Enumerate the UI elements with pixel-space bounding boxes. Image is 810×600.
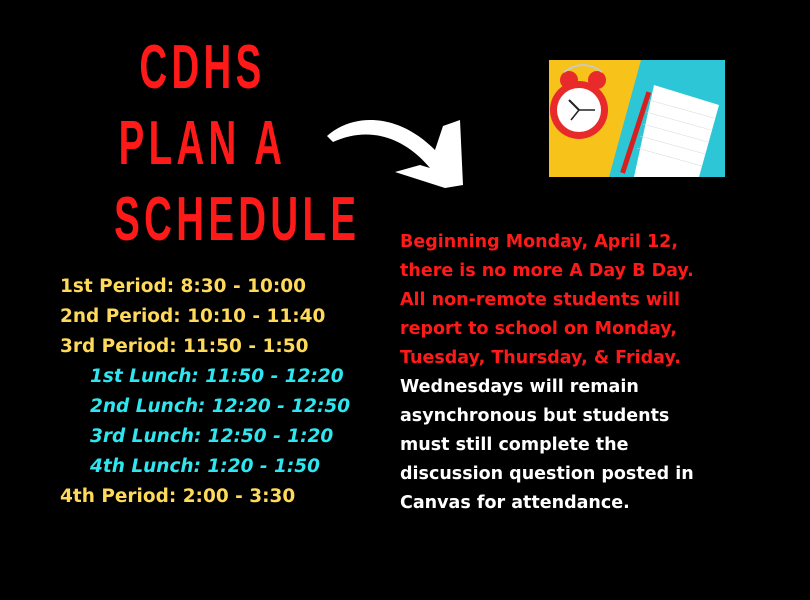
notice-line: must still complete the	[400, 435, 629, 455]
notice-line: Beginning Monday, April 12,	[400, 232, 679, 252]
lunch-row: 4th Lunch: 1:20 - 1:50	[90, 456, 321, 477]
clock-notepad-photo	[549, 60, 725, 177]
lunch-row: 1st Lunch: 11:50 - 12:20	[90, 366, 344, 387]
notice-line: report to school on Monday,	[400, 319, 677, 339]
notice-line: Tuesday, Thursday, & Friday.	[400, 348, 681, 368]
notice-line: Canvas for attendance.	[400, 493, 630, 513]
period-row: 3rd Period: 11:50 - 1:50	[60, 336, 309, 357]
schedule-list	[60, 272, 350, 512]
period-row: 1st Period: 8:30 - 10:00	[60, 276, 306, 297]
notice-text	[400, 228, 740, 518]
lunch-row: 2nd Lunch: 12:20 - 12:50	[90, 396, 351, 417]
period-row: 2nd Period: 10:10 - 11:40	[60, 306, 326, 327]
title-line-2: PLAN A	[118, 109, 287, 178]
page-title	[114, 30, 361, 258]
title-line-1: CDHS	[139, 33, 266, 102]
notice-line: discussion question posted in	[400, 464, 694, 484]
notice-line: Wednesdays will remain	[400, 377, 639, 397]
notice-line: asynchronous but students	[400, 406, 670, 426]
title-line-3: SCHEDULE	[114, 185, 361, 254]
period-row: 4th Period: 2:00 - 3:30	[60, 486, 296, 507]
notice-line: there is no more A Day B Day.	[400, 261, 694, 281]
curved-arrow-icon	[325, 110, 470, 190]
notice-line: All non-remote students will	[400, 290, 681, 310]
lunch-row: 3rd Lunch: 12:50 - 1:20	[90, 426, 334, 447]
